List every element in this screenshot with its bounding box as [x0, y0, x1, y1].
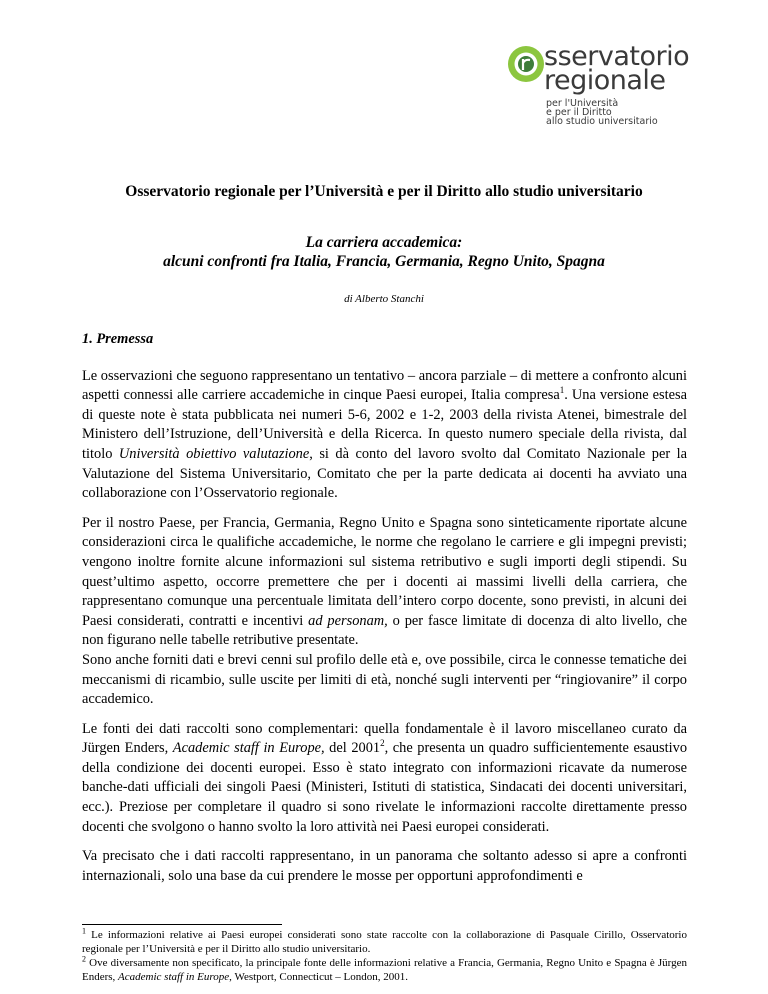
logo-tagline-line: per l'Università: [546, 98, 619, 109]
paragraph: Per il nostro Paese, per Francia, Germania, Regno Unito e Spagna sono sinteticamente riportate alcune considerazioni circa le qualifiche accademiche, le norme che regolano le carriere e gli impegni previsti; vengono inoltre fornite alcune informazioni sul sistema retributivo e sugli importi degli stipendi. Su quest’ultimo aspetto, occorre premettere che per i docenti ai massimi livelli della carriera, che rappresentano comunque una percentuale limitata dell’intero corpo docente, sono previsti, in alcuni dei Paesi considerati, contratti e incentivi ad personam, o per fasce limitate di docenza di alto livello, che non figurano nelle tabelle retributive presentate.: [82, 514, 687, 649]
logo-tagline-line: e per il Diritto: [546, 107, 612, 118]
footnotes: [82, 928, 687, 984]
footnote-ref[interactable]: 1: [559, 385, 565, 396]
article-subtitle: [0, 233, 768, 271]
section-heading: 1. Premessa: [82, 331, 154, 347]
logo-tagline: [546, 99, 658, 126]
paragraph: Le fonti dei dati raccolti sono complementari: quella fondamentale è il lavoro miscellaneo curato da Jürgen Enders, Academic staff in Europe, del 2001$^2$, che presenta un quadro sufficientemente esaustivo della condizione dei docenti europei. Esso è stato integrato con informazioni ricavate da numerose banche-dati ufficiali dei singoli Paesi (Ministeri, Istituti di statistica, Sindacati dei docenti universitari, ecc.). Preziose per completare il quadro si sono rivelate le informazioni raccolte direttamente presso docenti che svolgono o hanno svolto la loro attività nei Paesi europei considerati.: [82, 720, 688, 835]
paragraph: Sono anche forniti dati e brevi cenni sul profilo delle età e, ove possibile, circa le connesse tematiche dei meccanismi di ricambio, sulle uscite per limiti di età, nonché sugli interventi per “ringiovanire” il corpo accademico.: [82, 651, 687, 708]
author-byline: di Alberto Stanchi: [344, 293, 424, 305]
logo-wordmark-line1: sservatorio: [544, 41, 690, 72]
osservatorio-logo: [506, 41, 696, 127]
article-body: [82, 330, 687, 896]
document-title: Osservatorio regionale per l’Università e per il Diritto allo studio universitario: [125, 183, 643, 200]
paragraph: Le osservazioni che seguono rappresentano un tentativo – ancora parziale – di mettere a confronto alcuni aspetti connessi alle carriere accademiche in cinque Paesi europei, Italia compresa$^1$. Una versione estesa di queste note è stata pubblicata nei numeri 5-6, 2002 e 1-2, 2003 della rivista Atenei, bimestrale del Ministero dell’Istruzione, dell’Università e della Ricerca. In questo numero speciale della rivista, dal titolo Università obiettivo valutazione, si dà conto del lavoro svolto dal Comitato Nazionale per la Valutazione del Sistema Universitario, Comitato che per la parte dedicata ai docenti ha avviato una collaborazione con l’Osservatorio regionale.: [82, 367, 687, 502]
footnote-ref[interactable]: 2: [380, 738, 385, 749]
paragraph: Va precisato che i dati raccolti rappresentano, in un panorama che soltanto adesso si apre a confronti internazionali, solo una base da cui prendere le mosse per opportuni approfondimenti e: [82, 848, 687, 884]
subtitle-line: alcuni confronti fra Italia, Francia, Germania, Regno Unito, Spagna: [163, 253, 605, 270]
logo-o-mark-icon: [506, 44, 546, 84]
footnote-divider: [82, 924, 282, 925]
footnote: $^1$ Le informazioni relative ai Paesi europei considerati sono state raccolte con la collaborazione di Pasquale Cirillo, Osservatorio regionale per l’Università e per il Diritto allo studio universitario.: [82, 926, 687, 955]
logo-wordmark-line2: regionale: [544, 65, 666, 96]
logo-tagline-line: allo studio universitario: [546, 116, 658, 127]
footnote: $^2$ Ove diversamente non specificato, la principale fonte delle informazioni relative a Francia, Germania, Regno Unito e Spagna è Jürgen Enders, Academic staff in Europe, Westport, Connecticut – London, 2001.: [82, 954, 687, 983]
subtitle-line: La carriera accademica:: [305, 234, 463, 251]
